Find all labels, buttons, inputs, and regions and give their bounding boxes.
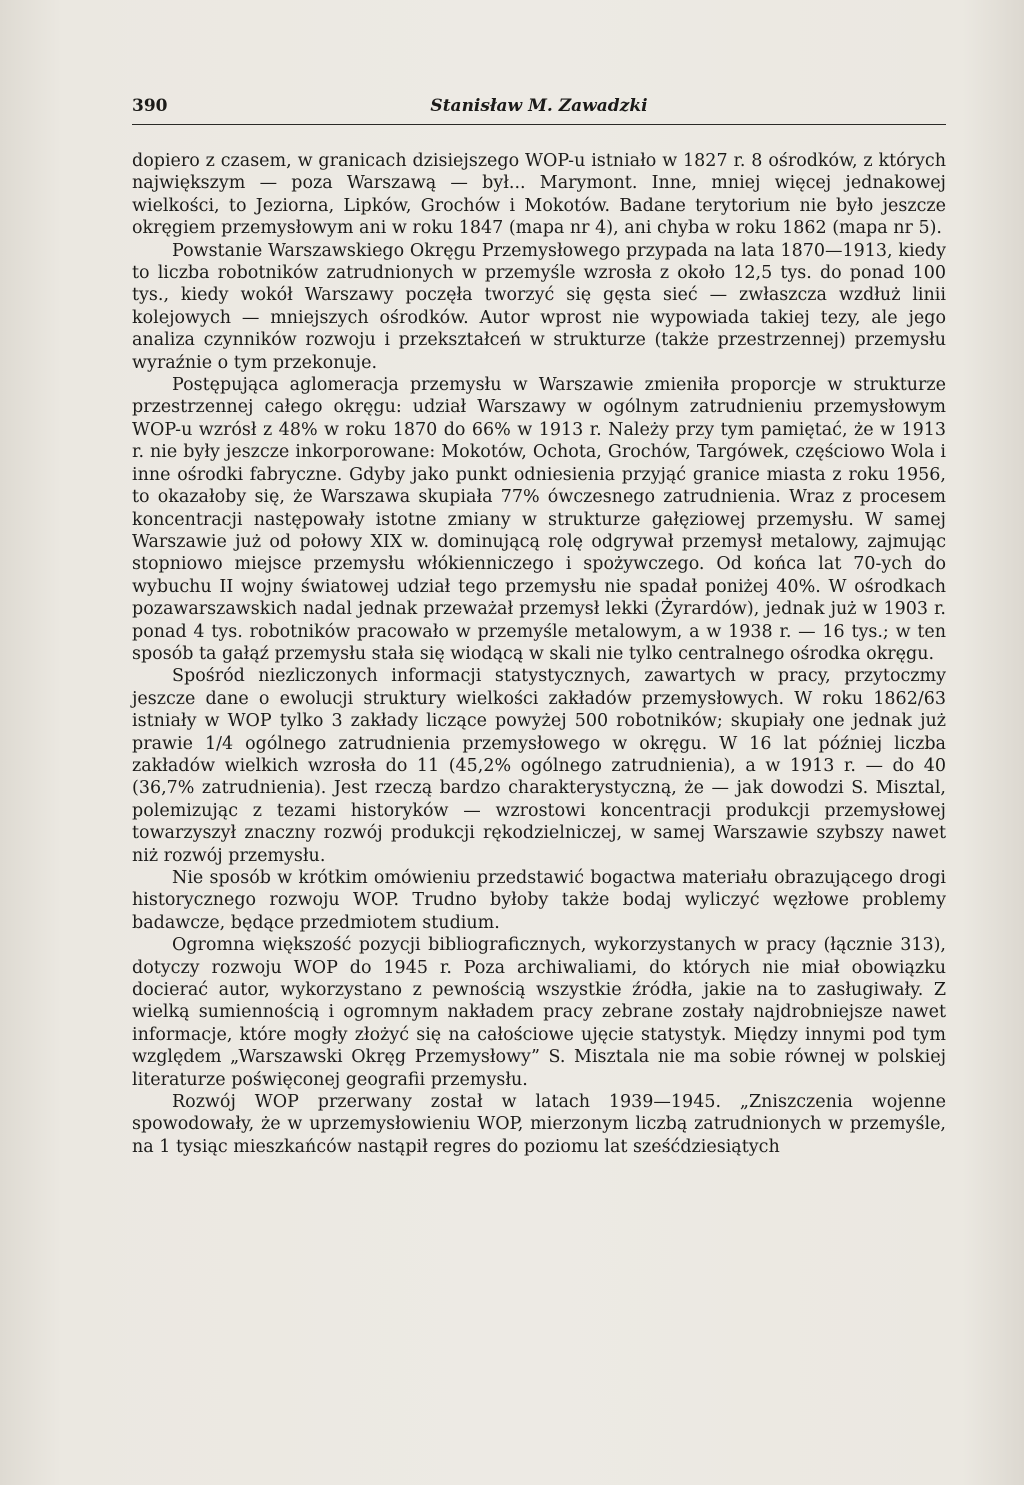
page-header [132,94,946,125]
paragraph: Rozwój WOP przerwany został w latach 1939—1945. „Zniszczenia wojenne spowodowały, że w uprzemysłowieniu WOP, mierzonym liczbą zatrudnionych w przemyśle, na 1 tysiąc mieszkańców nastąpił regres do poziomu lat sześćdziesiątych [132,1092,946,1157]
page-number: 390 [132,96,168,116]
paragraph: Postępująca aglomeracja przemysłu w Warszawie zmieniła proporcje w strukturze przestrzennej całego okręgu: udział Warszawy w ogólnym zatrudnieniu przemysłowym WOP-u wzrósł z 48% w roku 1870 do 66% w 1913 r. Należy przy tym pamiętać, że w 1913 r. nie były jeszcze inkorporowane: Mokotów, Ochota, Grochów, Targówek, częściowo Wola i inne ośrodki fabryczne. Gdyby jako punkt odniesienia przyjąć granice miasta z roku 1956, to okazałoby się, że Warszawa skupiała 77% ówczesnego zatrudnienia. Wraz z procesem koncentracji następowały istotne zmiany w strukturze gałęziowej przemysłu. W samej Warszawie już od połowy XIX w. dominującą rolę odgrywał przemysł metalowy, zajmując stopniowo miejsce przemysłu włókienniczego i spożywczego. Od końca lat 70-ych do wybuchu II wojny światowej udział tego przemysłu nie spadał poniżej 40%. W ośrodkach pozawarszawskich nadal jednak przeważał przemysł lekki (Żyrardów), jednak już w 1903 r. ponad 4 tys. robotników pracowało w przemyśle metalowym, a w 1938 r. — 16 tys.; w ten sposób ta gałąź przemysłu stała się wiodącą w skali nie tylko centralnego ośrodka okręgu. [132,375,946,664]
paragraph: dopiero z czasem, w granicach dzisiejszego WOP-u istniało w 1827 r. 8 ośrodków, z których największym — poza Warszawą — był... Marymont. Inne, mniej więcej jednakowej wielkości, to Jeziorna, Lipków, Grochów i Mokotów. Badane terytorium nie było jeszcze okręgiem przemysłowym ani w roku 1847 (mapa nr 4), ani chyba w roku 1862 (mapa nr 5). [132,151,946,239]
paragraph: Nie sposób w krótkim omówieniu przedstawić bogactwa materiału obrazującego drogi historycznego rozwoju WOP. Trudno byłoby także bodaj wyliczyć węzłowe problemy badawcze, będące przedmiotem studium. [132,868,946,933]
paragraph: Spośród niezliczonych informacji statystycznych, zawartych w pracy, przytoczmy jeszcze dane o ewolucji struktury wielkości zakładów przemysłowych. W roku 1862/63 istniały w WOP tylko 3 zakłady liczące powyżej 500 robotników; skupiały one jednak już prawie 1/4 ogólnego zatrudnienia przemysłowego w okręgu. W 16 lat później liczba zakładów wielkich wzrosła do 11 (45,2% ogólnego zatrudnienia), a w 1913 r. — do 40 (36,7% zatrudnienia). Jest rzeczą bardzo charakterystyczną, że — jak dowodzi S. Misztal, polemizując z tezami historyków — wzrostowi koncentracji produkcji przemysłowej towarzyszył znaczny rozwój produkcji rękodzielniczej, w samej Warszawie szybszy nawet niż rozwój przemysłu. [132,666,946,866]
running-head: Stanisław M. Zawadzki [430,96,648,116]
paragraph: Ogromna większość pozycji bibliograficznych, wykorzystanych w pracy (łącznie 313), dotyczy rozwoju WOP do 1945 r. Poza archiwaliami, do których nie miał obowiązku docierać autor, wykorzystano z pewnością wszystkie źródła, jakie na to zasługiwały. Z wielką sumiennością i ogromnym nakładem pracy zebrane zostały najdrobniejsze nawet informacje, które mogły złożyć się na całościowe ujęcie statystyk. Między innymi pod tym względem „Warszawski Okręg Przemysłowy” S. Misztala nie ma sobie równej w polskiej literaturze poświęconej geografii przemysłu. [132,935,946,1090]
paragraph: Powstanie Warszawskiego Okręgu Przemysłowego przypada na lata 1870—1913, kiedy to liczba robotników zatrudnionych w przemyśle wzrosła z około 12,5 tys. do ponad 100 tys., kiedy wokół Warszawy poczęła tworzyć się gęsta sieć — zwłaszcza wzdłuż linii kolejowych — mniejszych ośrodków. Autor wprost nie wypowiada takiej tezy, ale jego analiza czynników rozwoju i przekształceń w strukturze (także przestrzennej) przemysłu wyraźnie o tym przekonuje. [132,240,946,373]
body-text [132,150,946,1158]
